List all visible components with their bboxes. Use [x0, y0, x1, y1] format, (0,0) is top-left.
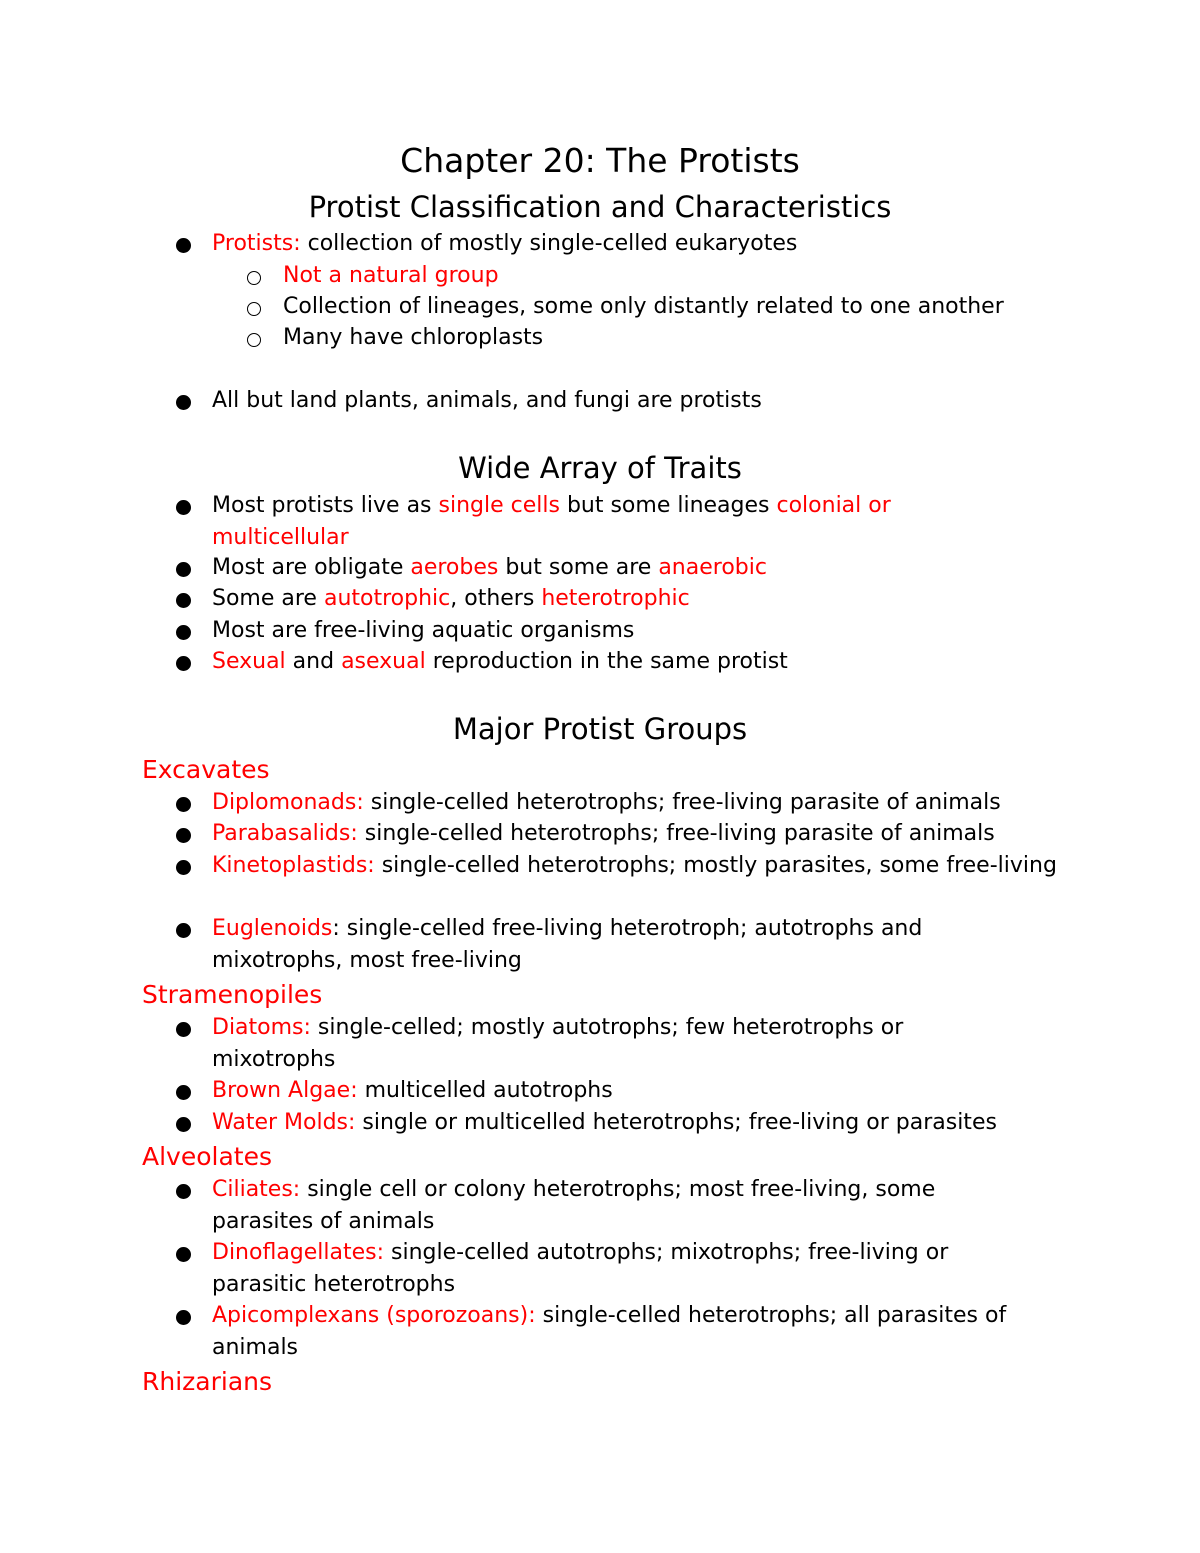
highlight-sexual: Sexual	[212, 649, 286, 674]
term-parabasalids: Parabasalids:	[212, 821, 358, 846]
highlight-anaerobic: anaerobic	[658, 555, 767, 580]
term-ciliates: Ciliates:	[212, 1177, 301, 1202]
bullet-icon	[176, 1077, 191, 1109]
list-item-diatoms	[212, 1012, 972, 1075]
term-diatoms: Diatoms:	[212, 1015, 311, 1040]
list-item-euglenoids	[212, 913, 992, 976]
term-apicomplexans: Apicomplexans (sporozoans):	[212, 1303, 536, 1328]
def-diatoms: single-celled; mostly autotrophs; few heterotrophs or mixotrophs	[212, 1015, 904, 1072]
def-diplomonads: single-celled heterotrophs; free-living parasite of animals	[363, 790, 1001, 815]
list-item-all-but: All but land plants, animals, and fungi are protists	[212, 388, 762, 413]
bullet-icon	[176, 789, 191, 821]
text-run: reproduction in the same protist	[425, 649, 788, 674]
text-run: and	[285, 649, 342, 674]
bullet-icon	[176, 1014, 191, 1046]
sub-item-chloroplasts: Many have chloroplasts	[283, 325, 544, 350]
list-item-ciliates	[212, 1174, 1002, 1237]
def-ciliates: single cell or colony heterotrophs; most free-living, some parasites of animals	[212, 1177, 936, 1234]
list-item-single-cells	[212, 490, 972, 553]
def-euglenoids: : single-celled free-living heterotroph; autotrophs and mixotrophs, most free-living	[212, 916, 923, 973]
list-item-water-molds	[212, 1107, 1072, 1139]
bullet-icon	[176, 492, 191, 524]
bullet-icon	[176, 1302, 191, 1334]
section-heading-classification: Protist Classification and Characteristics	[308, 190, 892, 224]
text-run: but some lineages	[559, 493, 777, 518]
group-heading-stramenopiles: Stramenopiles	[142, 980, 323, 1009]
highlight-heterotrophic: heterotrophic	[541, 586, 690, 611]
term-euglenoids: Euglenoids	[212, 916, 333, 941]
def-water-molds: single or multicelled heterotrophs; free-living or parasites	[355, 1110, 997, 1135]
bullet-icon	[176, 915, 191, 947]
group-heading-alveolates: Alveolates	[142, 1142, 272, 1171]
bullet-icon	[176, 554, 191, 586]
bullet-icon	[176, 585, 191, 617]
list-item-free-living: Most are free-living aquatic organisms	[212, 618, 635, 643]
term-protists: Protists:	[212, 231, 301, 256]
hollow-bullet-icon	[247, 262, 261, 294]
bullet-icon	[176, 852, 191, 884]
highlight-single-cells: single cells	[438, 493, 560, 518]
bullet-icon	[176, 1176, 191, 1208]
group-heading-excavates: Excavates	[142, 755, 270, 784]
list-item-protists	[212, 228, 1072, 260]
list-item-dinoflagellates	[212, 1237, 1012, 1300]
list-item-brown-algae	[212, 1075, 1072, 1107]
bullet-icon	[176, 1109, 191, 1141]
sub-item-not-natural-group: Not a natural group	[283, 263, 499, 288]
bullet-icon	[176, 1239, 191, 1271]
def-kinetoplastids: single-celled heterotrophs; mostly parasites, some free-living	[374, 853, 1057, 878]
def-brown-algae: multicelled autotrophs	[357, 1078, 613, 1103]
highlight-colonial: colonial or multicellular	[212, 493, 891, 550]
section-heading-groups: Major Protist Groups	[452, 712, 748, 746]
term-brown-algae: Brown Algae:	[212, 1078, 358, 1103]
def-parabasalids: single-celled heterotrophs; free-living parasite of animals	[357, 821, 995, 846]
section-heading-traits: Wide Array of Traits	[458, 451, 742, 485]
group-heading-rhizarians: Rhizarians	[142, 1367, 273, 1396]
list-item-parabasalids	[212, 818, 1072, 850]
sub-item-lineages: Collection of lineages, some only distantly related to one another	[283, 294, 1004, 319]
def-protists: collection of mostly single-celled eukaryotes	[300, 231, 798, 256]
def-dinoflagellates: single-celled autotrophs; mixotrophs; free-living or parasitic heterotrophs	[212, 1240, 949, 1297]
page-title: Chapter 20: The Protists	[400, 141, 800, 180]
list-item-diplomonads	[212, 787, 1072, 819]
bullet-icon	[176, 230, 191, 262]
hollow-bullet-icon	[247, 293, 261, 325]
def-apicomplexans: single-celled heterotrophs; all parasites of animals	[212, 1303, 1007, 1360]
list-item-aerobes	[212, 552, 1072, 584]
text-run: Most protists live as	[212, 493, 439, 518]
text-run: Some are	[212, 586, 324, 611]
term-dinoflagellates: Dinoflagellates:	[212, 1240, 385, 1265]
bullet-icon	[176, 617, 191, 649]
bullet-icon	[176, 820, 191, 852]
list-item-reproduction	[212, 646, 1072, 678]
list-item-kinetoplastids	[212, 850, 1062, 882]
text-run: , others	[450, 586, 542, 611]
bullet-icon	[176, 387, 191, 419]
list-item-apicomplexans	[212, 1300, 1042, 1363]
highlight-autotrophic: autotrophic	[323, 586, 451, 611]
text-run: Most are obligate	[212, 555, 411, 580]
bullet-icon	[176, 648, 191, 680]
list-item-autotrophic	[212, 583, 1072, 615]
term-water-molds: Water Molds:	[212, 1110, 356, 1135]
text-run: but some are	[498, 555, 659, 580]
highlight-aerobes: aerobes	[410, 555, 499, 580]
term-kinetoplastids: Kinetoplastids:	[212, 853, 375, 878]
hollow-bullet-icon	[247, 324, 261, 356]
highlight-asexual: asexual	[341, 649, 426, 674]
term-diplomonads: Diplomonads:	[212, 790, 364, 815]
